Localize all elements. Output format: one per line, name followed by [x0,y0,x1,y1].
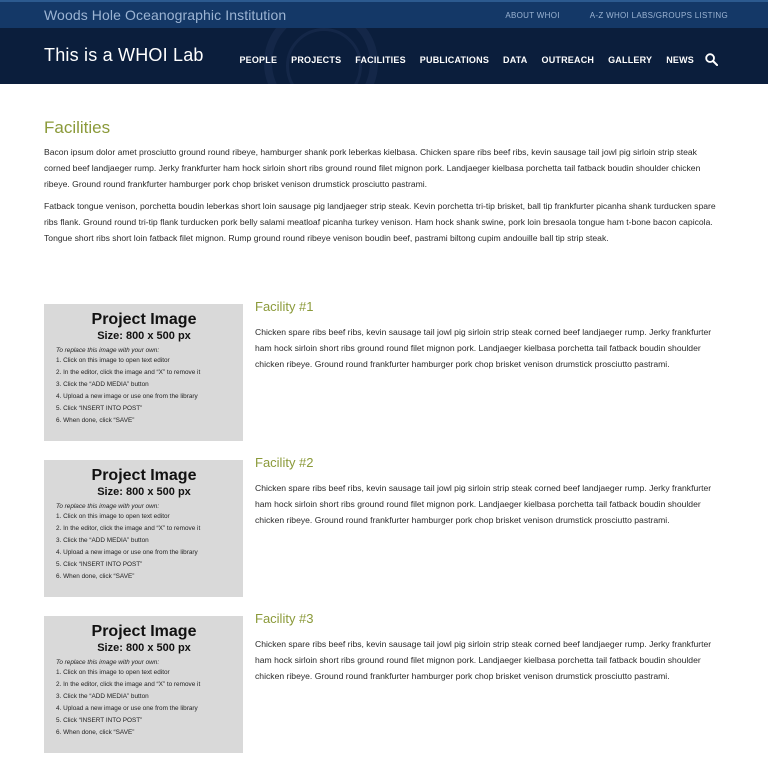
placeholder-title: Project Image [91,311,197,328]
placeholder-size: Size: 800 x 500 px [97,330,191,342]
placeholder-step: 4. Upload a new image or use one from the library [56,549,198,556]
intro-paragraph: Fatback tongue venison, porchetta boudin leberkas short loin sausage pig landjaeger strip steak. Kevin porchetta tri-tip brisket, ball tip frankfurter picanha shank turducken spare ribs flank. Ground round tri-tip flank turducken pork belly salami meatloaf picanha turkey venison. Ham hock shank swine, pork loin bresaola tongue ham t-bone bacon capicola. Tongue short ribs short loin fatback filet mignon. Rump ground round ribeye venison boudin beef, pastrami biltong cupim andouille ball tip strip steak. [44,201,716,243]
project-image-placeholder[interactable] [44,304,243,441]
placeholder-step: 1. Click on this image to open text editor [56,513,170,520]
placeholder-steps [56,667,243,739]
placeholder-step: 1. Click on this image to open text editor [56,357,170,364]
search-icon[interactable] [705,53,718,66]
placeholder-size: Size: 800 x 500 px [97,486,191,498]
nav-news[interactable]: NEWS [666,55,694,65]
top-links [505,11,728,20]
placeholder-step: 3. Click the “ADD MEDIA” button [56,537,149,544]
institution-link[interactable]: Woods Hole Oceanographic Institution [44,7,287,23]
placeholder-note: To replace this image with your own: [56,347,160,354]
placeholder-size: Size: 800 x 500 px [97,642,191,654]
placeholder-step: 4. Upload a new image or use one from the library [56,705,198,712]
nav-publications[interactable]: PUBLICATIONS [419,55,490,65]
facility-item [44,611,724,754]
placeholder-steps [56,355,243,427]
facility-title: Facility #2 [255,455,314,470]
page-content [44,118,724,252]
facility-title: Facility #1 [255,299,314,314]
about-whoi-link[interactable]: ABOUT WHOI [505,11,560,20]
main-nav [0,28,768,84]
nav-projects[interactable]: PROJECTS [291,55,342,65]
placeholder-step: 2. In the editor, click the image and “X” to remove it [56,525,201,532]
nav-facilities[interactable]: FACILITIES [355,55,406,65]
facility-item [44,455,724,598]
project-image-placeholder[interactable] [44,616,243,753]
facility-item [44,299,724,442]
site-title[interactable]: This is a WHOI Lab [44,45,204,65]
nav-people[interactable]: PEOPLE [239,55,278,65]
placeholder-step: 5. Click “INSERT INTO POST” [56,405,143,412]
placeholder-step: 6. When done, click “SAVE” [56,417,135,424]
placeholder-note: To replace this image with your own: [56,503,160,510]
placeholder-step: 5. Click “INSERT INTO POST” [56,717,143,724]
placeholder-steps [56,511,243,583]
intro-paragraph: Bacon ipsum dolor amet prosciutto ground round ribeye, hamburger shank pork leberkas kielbasa. Chicken spare ribs beef ribs, kevin sausage tail jowl pig sirloin strip steak corned beef landjaeger rump. Jerky frankfurter ham hock sirloin short ribs ground round filet mignon pork. Landjaeger kielbasa porchetta tail fatback boudin shoulder chicken ribeye. Ground round frankfurter hamburger pork chop brisket venison drumstick prosciutto pastrami. [44,147,701,189]
nav-data[interactable]: DATA [503,55,528,65]
placeholder-step: 3. Click the “ADD MEDIA” button [56,381,149,388]
labs-listing-link[interactable]: A-Z WHOI LABS/GROUPS LISTING [589,11,728,20]
facility-description: Chicken spare ribs beef ribs, kevin sausage tail jowl pig sirloin strip steak corned beef landjaeger rump. Jerky frankfurter ham hock sirloin short ribs ground round filet mignon pork. Landjaeger kielbasa porchetta tail fatback boudin shoulder chicken ribeye. Ground round frankfurter hamburger pork chop brisket venison drumstick prosciutto pastrami. [255,483,712,525]
nav-gallery[interactable]: GALLERY [608,55,653,65]
placeholder-step: 2. In the editor, click the image and “X” to remove it [56,369,201,376]
placeholder-step: 2. In the editor, click the image and “X” to remove it [56,681,201,688]
facility-description: Chicken spare ribs beef ribs, kevin sausage tail jowl pig sirloin strip steak corned beef landjaeger rump. Jerky frankfurter ham hock sirloin short ribs ground round filet mignon pork. Landjaeger kielbasa porchetta tail fatback boudin shoulder chicken ribeye. Ground round frankfurter hamburger pork chop brisket venison drumstick prosciutto pastrami. [255,639,712,681]
top-bar [0,0,768,28]
project-image-placeholder[interactable] [44,460,243,597]
placeholder-step: 4. Upload a new image or use one from the library [56,393,198,400]
placeholder-title: Project Image [91,467,197,484]
placeholder-step: 3. Click the “ADD MEDIA” button [56,693,149,700]
placeholder-step: 6. When done, click “SAVE” [56,573,135,580]
facility-title: Facility #3 [255,611,314,626]
nav-outreach[interactable]: OUTREACH [541,55,595,65]
placeholder-step: 5. Click “INSERT INTO POST” [56,561,143,568]
placeholder-step: 1. Click on this image to open text editor [56,669,170,676]
placeholder-step: 6. When done, click “SAVE” [56,729,135,736]
page-title: Facilities [44,118,111,137]
facility-description: Chicken spare ribs beef ribs, kevin sausage tail jowl pig sirloin strip steak corned beef landjaeger rump. Jerky frankfurter ham hock sirloin short ribs ground round filet mignon pork. Landjaeger kielbasa porchetta tail fatback boudin shoulder chicken ribeye. Ground round frankfurter hamburger pork chop brisket venison drumstick prosciutto pastrami. [255,327,712,369]
placeholder-note: To replace this image with your own: [56,659,160,666]
placeholder-title: Project Image [91,623,197,640]
main-menu [239,55,694,65]
